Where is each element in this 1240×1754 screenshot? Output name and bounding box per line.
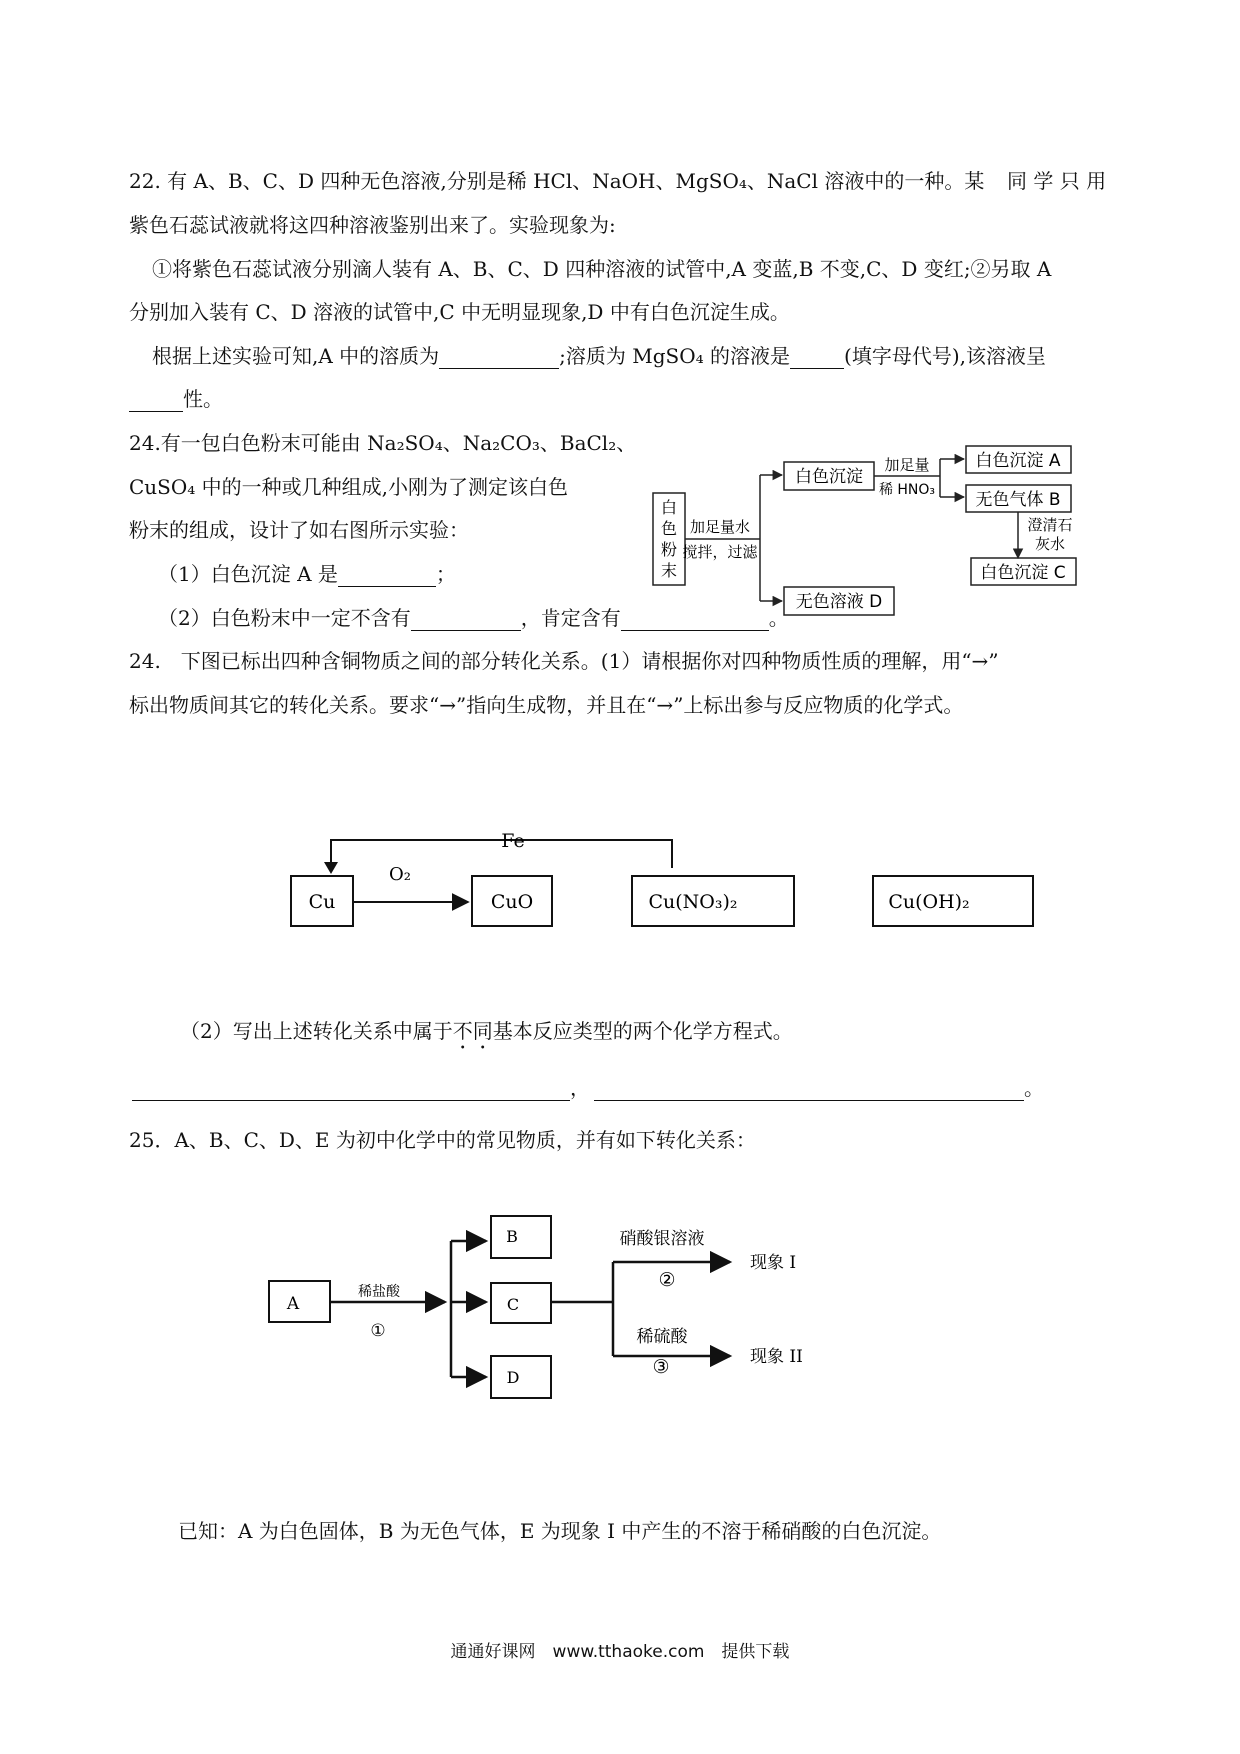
answer-blank[interactable]: [439, 348, 559, 369]
c-box: [491, 1283, 551, 1323]
a-box: [269, 1281, 330, 1322]
q22-line1-tail: 同 学 只 用: [1007, 169, 1107, 193]
step1-bottom-label: 搅拌，过滤: [682, 543, 758, 561]
box-a-label: 白色沉淀 A: [975, 451, 1061, 471]
q24b-line1: 24. 下图已标出四种含铜物质之间的部分转化关系。(1）请根据你对四种物质性质的理解，用“→”: [129, 649, 999, 673]
step1-label: ①: [370, 1321, 386, 1341]
cuoh2-label: Cu(OH)₂: [888, 891, 970, 913]
q22-line5: 根据上述实验可知,A 中的溶质为 ;溶质为 MgSO₄ 的溶液是 (填字母代号),该溶液呈: [152, 344, 1046, 368]
white-precipitate-c-box: [971, 558, 1076, 585]
answer-blank[interactable]: [621, 610, 769, 631]
a-label: A: [286, 1294, 300, 1314]
q24b-answer-line: ， 。: [132, 1075, 1044, 1101]
cuoh2-box: [873, 876, 1033, 926]
emphasis-text: 不同: [452, 1019, 493, 1043]
q22-line2: 紫色石蕊试液就将这四种溶液鉴别出来了。实验现象为:: [129, 213, 616, 237]
c-label: C: [506, 1295, 520, 1314]
reagent1-label: 稀盐酸: [358, 1284, 400, 1300]
colorless-gas-b-box: [966, 485, 1071, 512]
powder-char-2: 色: [660, 519, 678, 538]
q25-line1: 25．A、B、C、D、E 为初中化学中的常见物质，并有如下转化关系：: [129, 1128, 756, 1152]
answer-blank[interactable]: [132, 1080, 570, 1101]
o2-label: O₂: [389, 864, 411, 885]
cu-label: Cu: [308, 891, 336, 913]
answer-blank[interactable]: [411, 610, 521, 631]
colorless-solution-d-box: [784, 587, 894, 615]
box-d-label: 无色溶液 D: [795, 592, 883, 612]
white-precipitate-a-box: [966, 446, 1071, 473]
q22-line1: 22. 有 A、B、C、D 四种无色溶液,分别是稀 HCl、NaOH、MgSO₄、NaCl 溶液中的一种。某: [129, 169, 985, 193]
answer-blank[interactable]: [338, 566, 436, 587]
step3-label: ③: [652, 1356, 670, 1378]
q22-line6: 性。: [129, 386, 223, 412]
q24a-line1: 24.有一包白色粉末可能由 Na₂SO₄、Na₂CO₃、BaCl₂、: [129, 431, 637, 455]
b-box: [491, 1216, 551, 1258]
reagent2-label: 硝酸银溶液: [619, 1229, 705, 1249]
answer-blank[interactable]: [790, 348, 844, 369]
d-label: D: [506, 1368, 520, 1387]
step2-label: ②: [658, 1269, 676, 1291]
step2-top-label: 加足量: [884, 456, 930, 474]
q24b-line2: 标出物质间其它的转化关系。要求“→”指向生成物，并且在“→”上标出参与反应物质的化学式。: [129, 693, 964, 717]
cuo-label: CuO: [490, 891, 534, 913]
precipitate-label: 白色沉淀: [795, 467, 863, 487]
q24a-sub2: （2）白色粉末中一定不含有 ，肯定含有 。: [158, 606, 789, 630]
d-box: [491, 1356, 551, 1398]
fe-conversion-line: [331, 840, 672, 870]
box-b-label: 无色气体 B: [975, 490, 1061, 510]
step3-top-label: 澄清石: [1027, 516, 1073, 534]
powder-char-3: 粉: [660, 540, 678, 559]
cuo-box: [472, 876, 552, 926]
result1-label: 现象 I: [750, 1253, 797, 1273]
q22-line3: ①将紫色石蕊试液分别滴人装有 A、B、C、D 四种溶液的试管中,A 变蓝,B 不变,C、D 变红;②另取 A: [152, 257, 1052, 281]
q25-known: 已知：A 为白色固体，B 为无色气体，E 为现象 I 中产生的不溶于稀硝酸的白色沉淀。: [178, 1519, 942, 1543]
answer-blank[interactable]: [129, 391, 183, 412]
reagent3-label: 稀硫酸: [636, 1327, 688, 1347]
fe-label: Fe: [501, 830, 525, 852]
white-powder-box: [653, 493, 685, 585]
q24b-sub2: （2）写出上述转化关系中属于不同基本反应类型的两个化学方程式。: [180, 1019, 793, 1043]
cuno3-box: [632, 876, 794, 926]
cu-box: [291, 876, 353, 926]
powder-char-4: 末: [660, 561, 678, 580]
fe-arrowhead: [324, 862, 338, 874]
step2-bottom-label: 稀 HNO₃: [878, 482, 936, 498]
q24a-sub1: （1）白色沉淀 A 是 ；: [158, 562, 456, 586]
result2-label: 现象 II: [750, 1347, 803, 1367]
box-c-label: 白色沉淀 C: [980, 563, 1066, 583]
q24a-line2: CuSO₄ 中的一种或几种组成,小刚为了测定该白色: [129, 475, 569, 499]
precipitate-box: [784, 462, 874, 490]
step3-bottom-label: 灰水: [1034, 535, 1066, 553]
q22-line4: 分别加入装有 C、D 溶液的试管中,C 中无明显现象,D 中有白色沉淀生成。: [129, 300, 790, 324]
q24a-line3: 粉末的组成，设计了如右图所示实验：: [129, 518, 469, 542]
page-footer: 通通好课网 www.tthaoke.com 提供下载: [450, 1642, 790, 1662]
step1-top-label: 加足量水: [689, 518, 751, 536]
powder-char-1: 白: [660, 498, 678, 517]
answer-blank[interactable]: [594, 1080, 1024, 1101]
cuno3-label: Cu(NO₃)₂: [648, 891, 738, 913]
b-label: B: [506, 1227, 518, 1246]
